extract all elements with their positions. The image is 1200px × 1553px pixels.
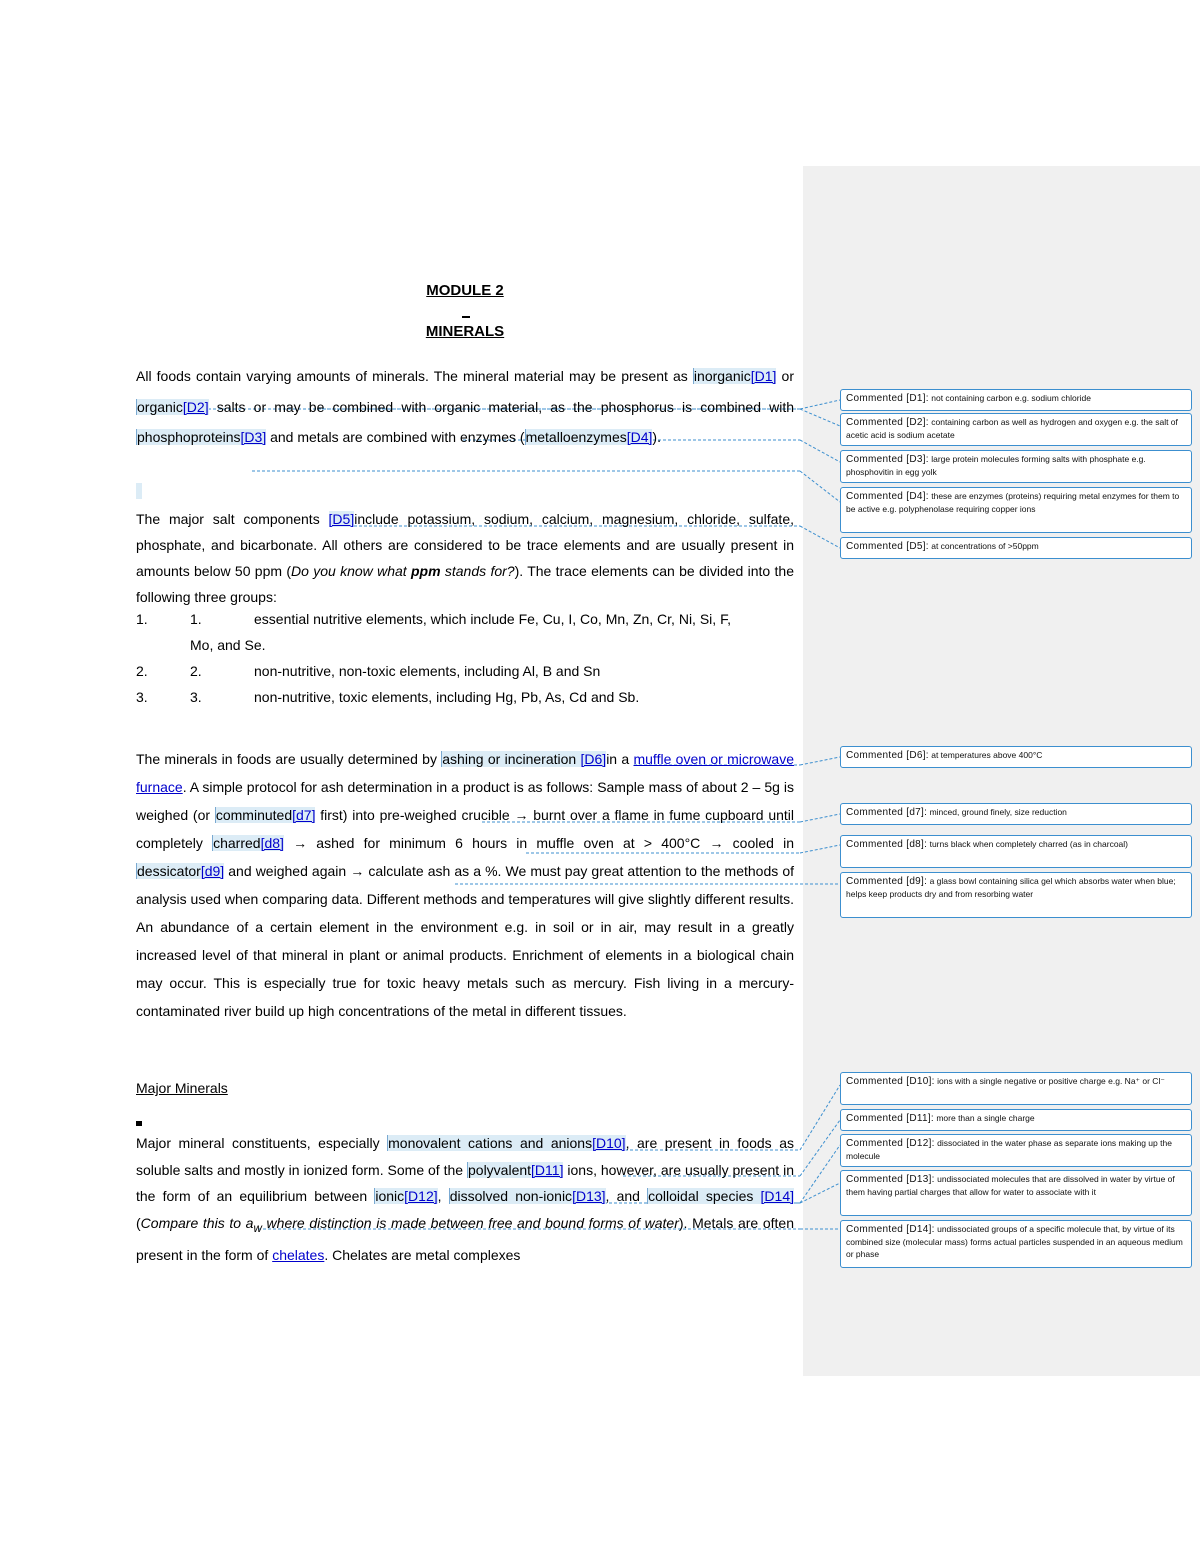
highlight-monovalent[interactable]: monovalent cations and anions — [388, 1135, 593, 1151]
highlight-ionic[interactable]: ionic — [375, 1188, 405, 1204]
empty-paragraph-marker — [136, 483, 142, 499]
list-item — [136, 611, 794, 637]
comment-text: dissociated in the water phase as separate ions making up the molecule — [846, 1138, 1172, 1161]
comment-box-d8[interactable] — [840, 835, 1192, 868]
comment-box-d2[interactable] — [840, 413, 1192, 446]
comment-box-d3[interactable] — [840, 450, 1192, 483]
list-item-text: non-nutritive, toxic elements, including Hg, Pb, As, Cd and Sb. — [254, 689, 640, 705]
text-run: , and — [605, 1188, 648, 1204]
comment-author: Commented [d8]: — [846, 839, 928, 850]
text-run: . Chelates are metal complexes — [324, 1246, 521, 1263]
comment-text: containing carbon as well as hydrogen and oxygen e.g. the salt of acetic acid is sodium acetate — [846, 417, 1178, 440]
section-title: MINERALS — [425, 323, 505, 340]
list-number: 3. — [136, 689, 148, 705]
comment-author: Commented [D6]: — [846, 750, 929, 761]
comment-text: undissociated molecules that are dissolved in water by virtue of them having partial charges that allow for water to associate with it — [846, 1174, 1175, 1197]
comment-ref-d12[interactable]: [D12] — [404, 1188, 438, 1204]
comment-box-d12[interactable] — [840, 1134, 1192, 1167]
list-item-text: essential nutritive elements, which include Fe, Cu, I, Co, Mn, Zn, Cr, Ni, Si, F, — [254, 611, 731, 627]
comment-text: large protein molecules forming salts with phosphate e.g. phosphovitin in egg yolk — [846, 454, 1146, 477]
highlight-inorganic[interactable]: inorganic — [693, 368, 751, 384]
highlight-dissolved[interactable]: dissolved non-ionic — [449, 1188, 573, 1204]
comment-text: more than a single charge — [933, 1113, 1035, 1123]
comment-author: Commented [D1]: — [846, 393, 929, 404]
comment-ref-d13[interactable]: [D13] — [572, 1188, 606, 1204]
bold-italic-text: ppm — [411, 563, 441, 579]
comment-text: ions with a single negative or positive charge e.g. Na⁺ or Cl⁻ — [934, 1076, 1165, 1086]
italic-text: where distinction is made between free and bound forms of water — [261, 1214, 679, 1231]
text-run: All foods contain varying amounts of minerals. The mineral material may be present as — [136, 368, 688, 384]
list-number: 2. — [190, 663, 202, 679]
heading-major-minerals: Major Minerals — [136, 1080, 228, 1096]
highlight-metalloenzymes[interactable]: metalloenzymes — [525, 429, 627, 445]
text-run: Major mineral constituents, especially — [136, 1135, 388, 1151]
comment-text: at temperatures above 400°C — [928, 750, 1043, 760]
comment-ref-d4[interactable]: [D4] — [626, 429, 653, 445]
list-number: 3. — [190, 689, 202, 705]
text-run: ( — [136, 1214, 141, 1231]
comment-author: Commented [D4]: — [846, 491, 929, 502]
comment-box-d1[interactable] — [840, 389, 1192, 411]
highlight-charred[interactable]: charred — [213, 835, 261, 851]
text-run: salts or may be combined with organic material, as the — [208, 398, 593, 415]
comment-box-d9[interactable] — [840, 872, 1192, 918]
comment-box-d10[interactable] — [840, 1072, 1192, 1105]
text-run: or — [776, 368, 794, 384]
link-chelates[interactable]: chelates — [272, 1246, 325, 1263]
highlight-dessicator[interactable]: dessicator — [137, 863, 201, 879]
comment-box-d5[interactable] — [840, 537, 1192, 559]
comment-ref-d14[interactable]: [D14] — [760, 1188, 794, 1204]
comment-author: Commented [D5]: — [846, 541, 929, 552]
highlight-colloidal[interactable]: colloidal species — [648, 1188, 761, 1204]
comment-author: Commented [d7]: — [846, 807, 928, 818]
insertion-mark — [136, 1121, 142, 1126]
italic-text: Compare this to a — [140, 1214, 254, 1231]
comment-ref-d9[interactable]: [d9] — [200, 863, 225, 879]
text-run: , are present in foods as soluble salts and mostly in ionized form. Some of the — [136, 1135, 795, 1178]
text-run: first) into pre-weighed crucible → burnt over a flame in fume cupboard until completely — [136, 807, 795, 851]
text-run: and metals are combined with enzymes — [266, 429, 517, 445]
comment-author: Commented [D10]: — [846, 1076, 935, 1087]
text-run: ions, however, are usually present in the form of an equilibrium between — [136, 1161, 794, 1204]
text-run: . A simple protocol for ash determination in a product is as follows: Sample mass of about 2 – 5g is weighed (or — [136, 779, 794, 823]
highlight-phosphoproteins[interactable]: phosphoproteins — [137, 429, 241, 445]
text-run: ). Metals are often present in the form of — [136, 1214, 794, 1263]
list-item-text: Mo, and Se. — [190, 637, 266, 653]
comment-author: Commented [d9]: — [846, 876, 928, 887]
list-number: 1. — [190, 611, 202, 627]
highlight-ashing[interactable]: ashing or incineration — [442, 751, 581, 767]
subscript-text: w — [253, 1221, 262, 1235]
comment-text: these are enzymes (proteins) requiring metal enzymes for them to be active e.g. polyphenolase requiring copper ions — [846, 491, 1180, 514]
comment-text: turns black when completely charred (as in charcoal) — [927, 839, 1129, 849]
paragraph-ashing — [136, 745, 794, 1025]
comment-author: Commented [D14]: — [846, 1224, 935, 1235]
highlight-organic[interactable]: organic — [137, 398, 183, 415]
list-number: 1. — [136, 611, 148, 627]
comment-ref-d6[interactable]: [D6] — [580, 751, 607, 767]
text-run: The minerals in foods are usually determined by — [136, 751, 442, 767]
comment-text: undissociated groups of a specific molecule that, by virtue of its combined size (molecular mass) forms actual particles suspended in an aqueous medium or phase — [846, 1224, 1183, 1259]
text-run: and weighed again → calculate ash as a %. We must pay great attention to the methods of analysis used when comparing data. Different methods and temperatures will give slightly different results. An abundance of a certain element in the environment e.g. in soil or in air, may result in a greatly increased level of that mineral in plant or animal products. Enrichment of elements in a biological chain may occur. This is especially true for toxic heavy metals such as mercury. Fish living in a mercury-contaminated river build up high concentrations of the metal in different tissues. — [136, 863, 794, 1019]
highlight-comminuted[interactable]: comminuted — [215, 807, 293, 823]
text-run: , — [437, 1188, 449, 1204]
list-item-text: non-nutritive, non-toxic elements, including Al, B and Sn — [254, 663, 601, 679]
comment-ref-d7[interactable]: [d7] — [292, 807, 316, 823]
comment-author: Commented [D11]: — [846, 1113, 934, 1124]
comment-ref-d8[interactable]: [d8] — [260, 835, 284, 851]
module-title: MODULE 2 — [426, 282, 504, 299]
comment-box-d11[interactable] — [840, 1109, 1192, 1131]
text-run: phosphorus is combined with — [600, 398, 795, 415]
text-run: ( — [519, 429, 525, 445]
list-item — [136, 663, 794, 689]
comment-author: Commented [D3]: — [846, 454, 929, 465]
comment-ref-d2[interactable]: [D2] — [182, 398, 209, 415]
italic-text: Do you know what — [291, 563, 411, 579]
text-run: The major salt components — [136, 511, 329, 527]
comment-ref-d10[interactable]: [D10] — [592, 1135, 626, 1151]
text-run: ). The trace elements can be divided into the following three groups: — [136, 563, 794, 605]
trace-element-groups-list — [136, 611, 794, 715]
comment-box-d4[interactable] — [840, 487, 1192, 533]
paragraph-intro — [136, 361, 794, 453]
comment-ref-d1[interactable]: [D1] — [750, 368, 777, 384]
comment-text: minced, ground finely, size reduction — [927, 807, 1067, 817]
comment-box-d14[interactable] — [840, 1220, 1192, 1268]
comment-author: Commented [D12]: — [846, 1138, 935, 1149]
paragraph-salt-components — [136, 506, 794, 610]
comment-text: a glass bowl containing silica gel which absorbs water when blue; helps keep products dry and from resorbing water — [846, 876, 1176, 899]
list-item-continuation — [136, 637, 794, 663]
comment-ref-d5[interactable]: [D5] — [328, 511, 355, 527]
text-run: in a — [606, 751, 634, 767]
comment-ref-d11[interactable]: [D11] — [531, 1161, 564, 1178]
text-run: include potassium, sodium, calcium, magnesium, chloride, sulfate, phosphate, and bicarbonate. All others are considered to be trace elements and are usually present in amounts below 50 ppm ( — [136, 511, 794, 579]
comment-ref-d3[interactable]: [D3] — [240, 429, 267, 445]
highlight-polyvalent[interactable]: polyvalent — [468, 1161, 532, 1178]
comment-box-d6[interactable] — [840, 746, 1192, 768]
insertion-mark — [462, 316, 470, 318]
comment-box-d7[interactable] — [840, 803, 1192, 825]
comment-box-d13[interactable] — [840, 1170, 1192, 1216]
comment-author: Commented [D13]: — [846, 1174, 935, 1185]
list-item — [136, 689, 794, 715]
list-number: 2. — [136, 663, 148, 679]
text-run: ). — [652, 429, 661, 445]
comment-author: Commented [D2]: — [846, 417, 929, 428]
text-run: → ashed for minimum 6 hours in muffle oven at > 400°C → cooled in — [283, 835, 794, 851]
comment-text: not containing carbon e.g. sodium chloride — [928, 393, 1091, 403]
comment-text: at concentrations of >50ppm — [928, 541, 1039, 551]
italic-text: stands for? — [440, 563, 515, 579]
paragraph-major-minerals — [136, 1130, 794, 1268]
link-muffle-oven[interactable]: muffle oven or microwave furnace — [136, 751, 794, 795]
